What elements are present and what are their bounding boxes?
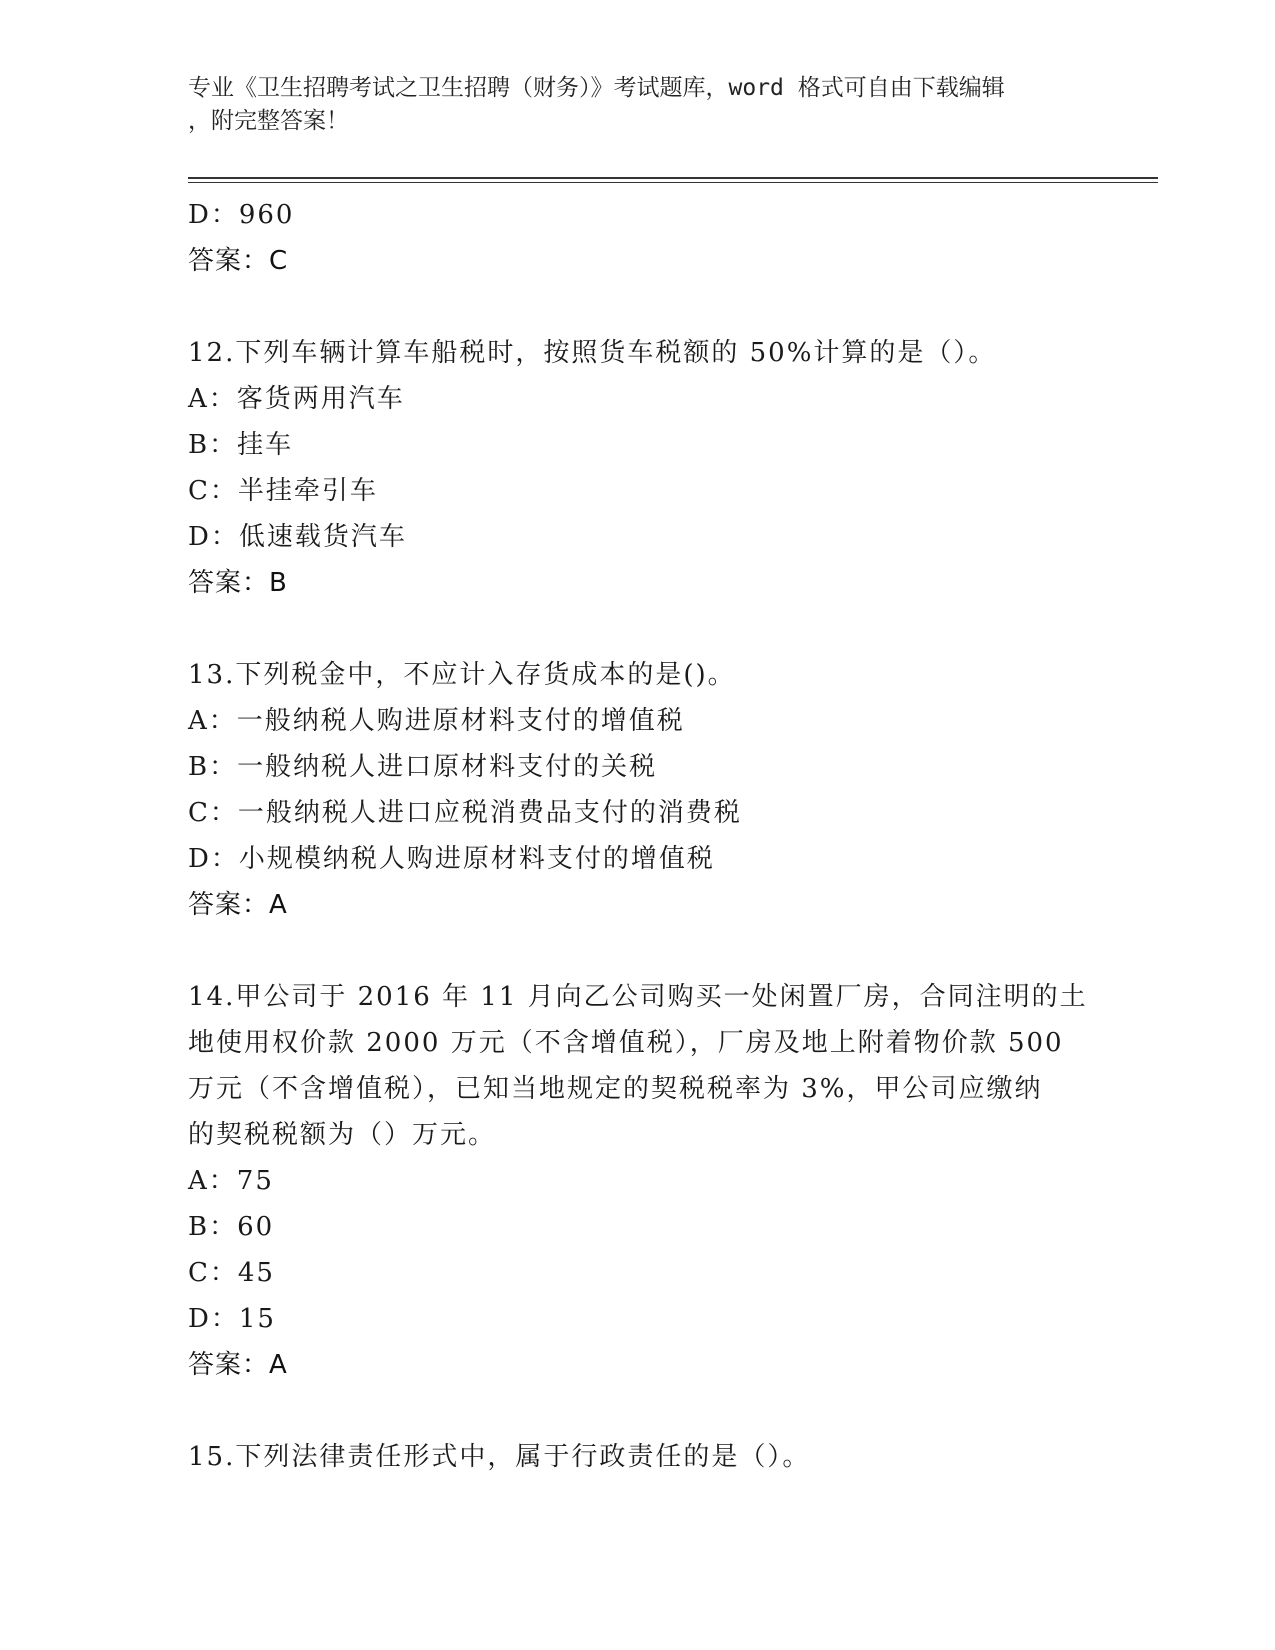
question-12 [188,330,1088,606]
question-stem: 12.下列车辆计算车船税时，按照货车税额的 50%计算的是（）。 [188,338,997,368]
header-line-2: ，附完整答案！ [188,108,349,134]
spacer [188,928,1088,974]
question-14 [188,974,1088,1388]
answer: 答案：A [188,890,288,920]
header-rule-thick [188,177,1158,179]
option-c: C：半挂牵引车 [188,476,378,506]
prev-option-d: D：960 [188,200,295,230]
spacer [188,606,1088,652]
spacer [188,1388,1088,1434]
question-15 [188,1434,1088,1480]
answer: 答案：A [188,1350,288,1380]
page-header [188,72,1088,138]
question-13 [188,652,1088,928]
question-stem-line-1: 14.甲公司于 2016 年 11 月向乙公司购买一处闲置厂房，合同注明的土 [188,982,1088,1012]
question-stem: 13.下列税金中，不应计入存货成本的是()。 [188,660,736,690]
question-stem-line-2: 地使用权价款 2000 万元（不含增值税），厂房及地上附着物价款 500 [188,1028,1064,1058]
option-b: B：一般纳税人进口原材料支付的关税 [188,752,658,782]
option-a: A：75 [188,1166,274,1196]
question-content [188,192,1088,1480]
option-a: A：客货两用汽车 [188,384,405,414]
option-d: D：15 [188,1304,276,1334]
header-rule-thin [188,182,1158,183]
answer: 答案：B [188,568,288,598]
prev-answer: 答案：C [188,246,289,276]
option-d: D：低速载货汽车 [188,522,407,552]
header-line-1: 专业《卫生招聘考试之卫生招聘（财务）》考试题库，word 格式可自由下载编辑 [188,75,1005,101]
option-c: C：45 [188,1258,275,1288]
option-b: B：60 [188,1212,275,1242]
option-a: A：一般纳税人购进原材料支付的增值税 [188,706,685,736]
spacer [188,284,1088,330]
option-d: D：小规模纳税人购进原材料支付的增值税 [188,844,715,874]
question-stem-line-3: 万元（不含增值税），已知当地规定的契税税率为 3%，甲公司应缴纳 [188,1074,1043,1104]
question-stem-line-4: 的契税税额为（）万元。 [188,1120,497,1150]
option-b: B：挂车 [188,430,294,460]
option-c: C：一般纳税人进口应税消费品支付的消费税 [188,798,742,828]
question-stem: 15.下列法律责任形式中，属于行政责任的是（）。 [188,1442,811,1472]
